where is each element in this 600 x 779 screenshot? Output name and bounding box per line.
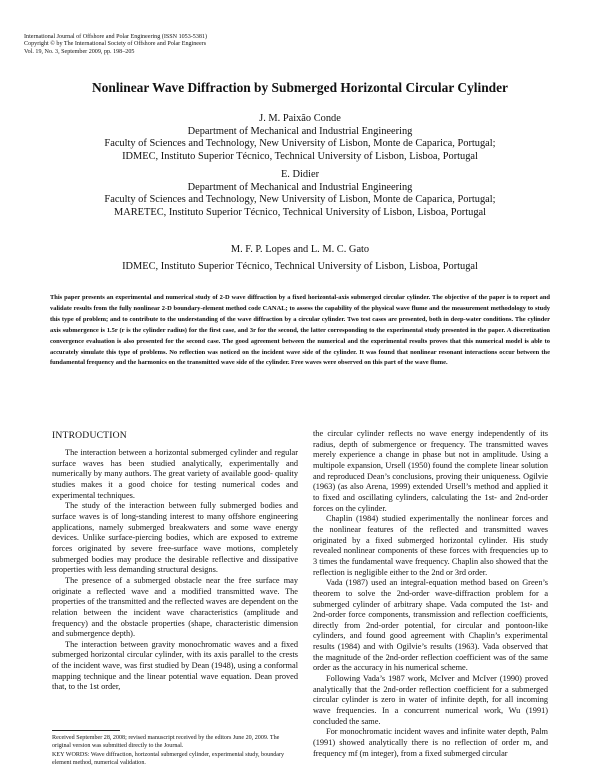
journal-line-1: International Journal of Offshore and Polar Engineering (ISSN 1053-5381) [24,34,207,40]
affiliation-block-1 [0,113,600,163]
affiliation-line: Faculty of Sciences and Technology, New University of Lisbon, Monte de Caparica, Portugal; [104,138,496,149]
affiliation-line: MARETEC, Instituto Superior Técnico, Technical University of Lisbon, Lisboa, Portugal [113,206,487,218]
footnote-received: Received September 28, 2008; revised manuscript received by the editors June 20, 2009. The original version was submitted directly to the Journal. [52,735,280,749]
paragraph: Vada (1987) used an integral-equation method based on Green’s theorem to solve the 2nd-order wave-diffraction problem for a submerged cylinder of arbitrary shape. Vada computed the 1st- and 2nd-order force components, transmission and reflection coefficients, directly from 2nd-order potential, for circular and pontoon-like cylinders, and found good agreement with Chaplin’s experimental results (1984) and with Ogilvie’s results (1963). Vada observed that the magnitude of the 2nd-order reflection coefficient was of the same order as the accuracy in his numerical scheme. [313,578,548,673]
footnotes [52,735,298,769]
affiliation-line: Department of Mechanical and Industrial Engineering [187,181,413,193]
paper-title: Nonlinear Wave Diffraction by Submerged Horizontal Circular Cylinder [92,80,508,95]
author-names: E. Didier [280,169,320,180]
affiliation-line: Department of Mechanical and Industrial Engineering [187,125,413,137]
paragraph: The interaction between a horizontal submerged cylinder and regular surface waves has been studied analytically, experimentally and numerically by many authors. The great variety of available good- quality studies makes it a good choice for testing numerical codes and experimental techniques. [52,448,298,500]
author-names: M. F. P. Lopes and L. M. C. Gato [230,244,370,255]
affiliation-line: Faculty of Sciences and Technology, New University of Lisbon, Monte de Caparica, Portugal; [104,194,496,205]
journal-line-3: Vol. 19, No. 3, September 2009, pp. 198–205 [24,48,135,55]
right-column [313,429,548,759]
footnote-keywords: KEY WORDS: Wave diffraction, horizontal submerged cylinder, experimental study, boundary element method, numerical validation. [52,752,285,766]
affiliation-line: IDMEC, Instituto Superior Técnico, Technical University of Lisbon, Lisboa, Portugal [122,260,478,272]
section-heading: INTRODUCTION [52,430,127,441]
footnote-divider [52,730,120,731]
journal-line-2: Copyright © by The International Society of Offshore and Polar Engineers [24,41,207,48]
paragraph: The study of the interaction between fully submerged bodies and surface waves is of long-standing interest to many offshore engineering applications, namely submerged breakwaters and some wave energy devices. Unlike surface-piercing bodies, which are exposed to extreme forces originated by severe free-surface wave motions, completely submerged bodies may produce the desirable reflective and dissipative properties with less demanding structural designs. [52,501,298,575]
author-names: J. M. Paixão Conde [259,113,341,124]
journal-header [24,34,384,56]
abstract: This paper presents an experimental and numerical study of 2-D wave diffraction by a fixed horizontal-axis submerged circular cylinder. The objective of the paper is to report and validate results from the fully nonlinear 2-D boundary-element method code CANAL; to assess the capability of the physical wave flume and the measurement methodology to study this type of problem; and to contribute to the understanding of the wave diffraction by a circular cylinder. Two test cases are presented, both in deep-water conditions. The cylinder axis submergence is 1.5r (r is the cylinder radius) for the first case, and 3r for the second, the latter corresponding to the experimental study presented in the paper. A discretization convergence evaluation is also presented for the second case. The good agreement between the numerical and the experimental results proves that this numerical model is able to accurately simulate this type of problems. No reflection was noticed on the incident wave side of the cylinder. It was found that nonlinear resonant interactions occur between the fundamental frequency and the harmonics on the transmitted wave side of the cylinder. Free waves were observed on this part of the wave flume. [50,294,550,367]
paragraph: Following Vada’s 1987 work, McIver and McIver (1990) proved analytically that the 2nd-order reflection coefficient for a submerged circular cylinder is zero in water of infinite depth, for all incoming wave frequencies. In a concurrent numerical work, Wu (1991) concluded the same. [313,674,548,726]
paragraph: The interaction between gravity monochromatic waves and a fixed submerged horizontal circular cylinder, with its axis parallel to the crests of the incident wave, was first studied by Dean (1948), using a conformal mapping technique and the linear potential wave equation. Dean proved that, to the 1st order, [52,639,298,692]
paragraph: Chaplin (1984) studied experimentally the nonlinear forces and the nonlinear features of the reflected and transmitted waves originated by a fixed submerged horizontal cylinder. His study revealed nonlinear components of these forces with frequencies up to 3 times the fundamental wave frequency. Chaplin also showed that the reflection is negligible either to the 2nd or 3rd order. [313,514,548,577]
affiliation-block-2 [0,169,600,219]
paragraph: the circular cylinder reflects no wave energy independently of its radius, depth of submergence or frequency. The transmitted waves merely experience a change in phase but not in amplitude. Using a multipole expansion, Ursell (1950) found the complete linear solution and reproduced Dean’s conclusions, proving their uniqueness. Ogilvie (1963) (as also Arena, 1999) extended Ursell’s method and applied it to fixed and oscillating cylinders, calculating the 1st- and 2nd-order forces on the cylinder. [313,429,548,513]
affiliation-line: IDMEC, Instituto Superior Técnico, Technical University of Lisbon, Lisboa, Portugal [122,150,478,162]
left-column [52,448,298,693]
paragraph: For monochromatic incident waves and infinite water depth, Palm (1991) showed analytically there is no reflection of order m, and frequency mf (m integer), from a fixed submerged circular [313,727,548,758]
affiliation-block-3 [0,244,600,273]
paragraph: The presence of a submerged obstacle near the free surface may originate a reflected wave and a modified transmitted wave. The properties of the transmitted and the reflected waves are dependent on the relation between the incident wave characteristics (amplitude and frequency) and the obstacle properties (shape, characteristic dimension and submergence depth). [52,575,298,639]
